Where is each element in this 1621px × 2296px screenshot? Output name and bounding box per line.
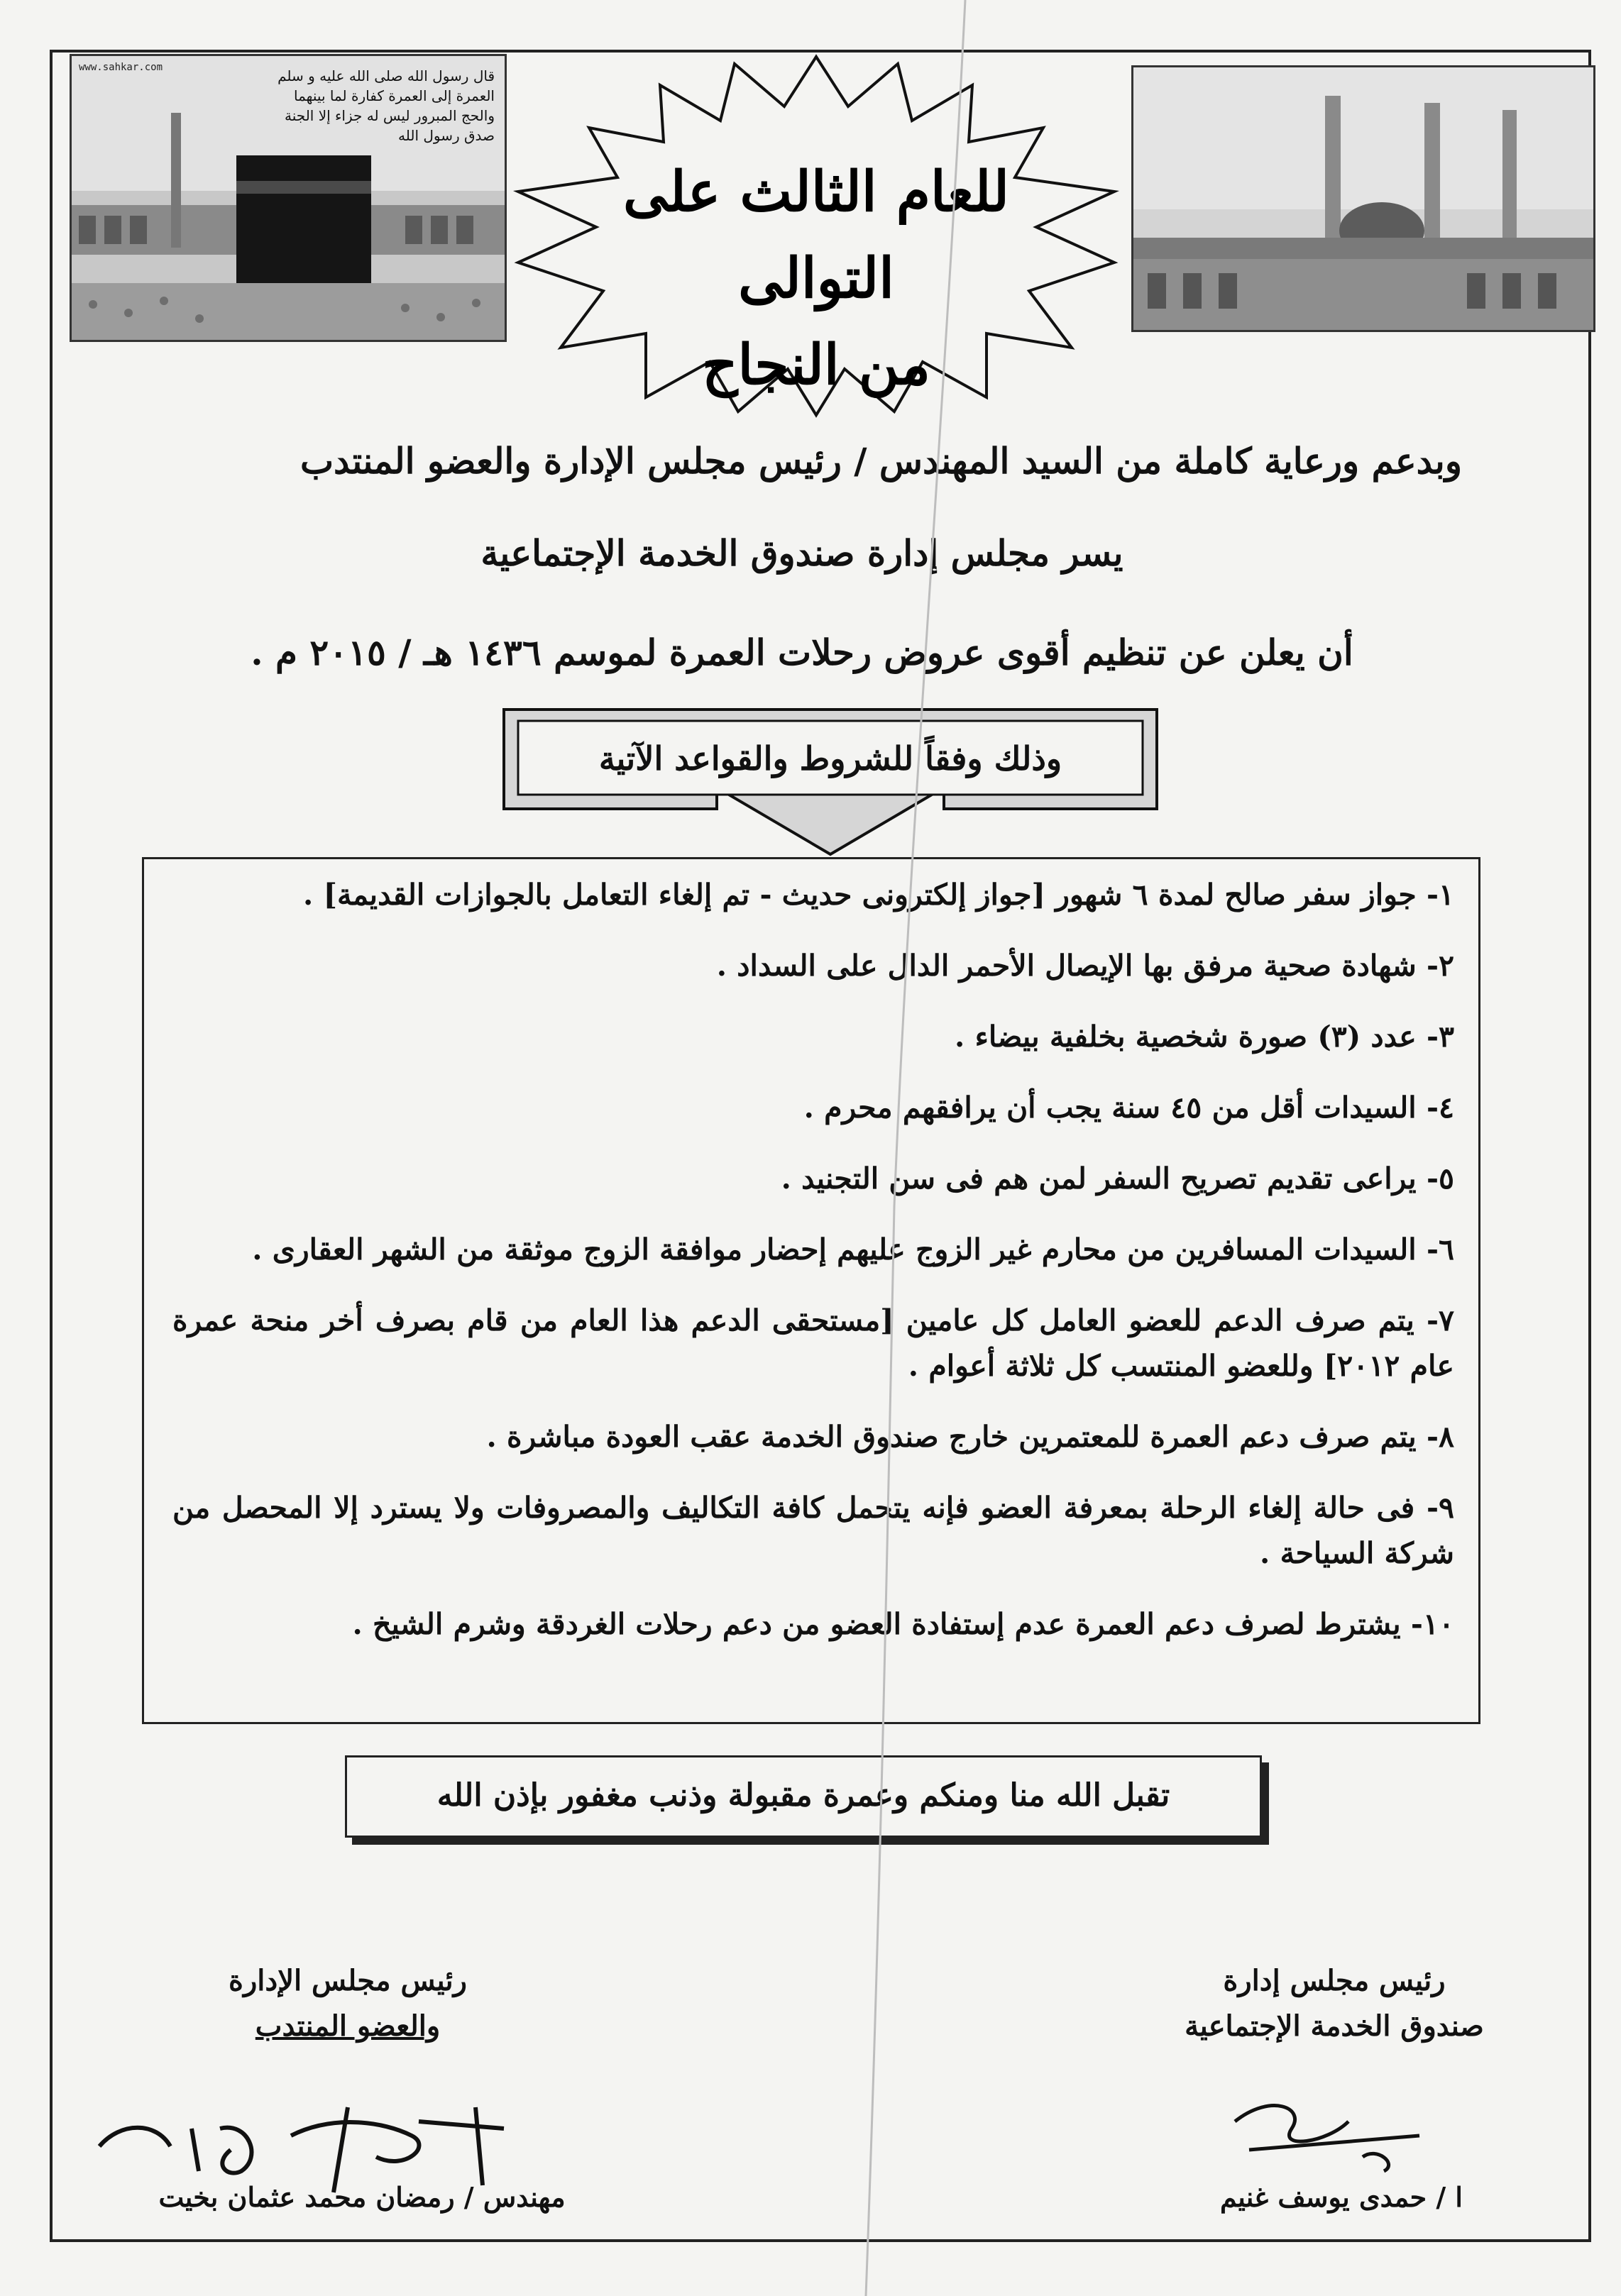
headline-starburst xyxy=(490,50,1143,419)
conditions-heading: وذلك وفقاً للشروط والقواعد الآتية xyxy=(598,739,1062,778)
condition-item: ٦- السيدات المسافرين من محارم غير الزوج عليهم إحضار موافقة الزوج موثقة من الشهر العقارى . xyxy=(252,1232,1454,1266)
condition-item: ٤- السيدات أقل من ٤٥ سنة يجب أن يرافقهم محرم . xyxy=(803,1091,1454,1125)
caption-line-3: والحج المبرور ليس له جزاء إلا الجنة xyxy=(285,107,495,124)
kaaba-photo xyxy=(70,54,507,342)
intro-sponsor-line: وبدعم ورعاية كاملة من السيد المهندس / رئيس مجلس الإدارة والعضو المنتدب xyxy=(300,440,1462,482)
condition-item: ١٠- يشترط لصرف دعم العمرة عدم إستفادة العضو من دعم رحلات الغردقة وشرم الشيخ . xyxy=(352,1607,1454,1641)
caption-line-2: العمرة إلى العمرة كفارة لما بينهما xyxy=(294,87,495,104)
condition-item: ٧- يتم صرف الدعم للعضو العامل كل عامين [مستحقى الدعم هذا العام من قام بصرف أخر منحة عمرة عام ٢٠١٢] وللعضو المنتسب كل ثلاثة أعوام . xyxy=(172,1303,1454,1383)
condition-item: ٥- يراعى تقديم تصريح السفر لمن هم فى سن التجنيد . xyxy=(781,1161,1454,1196)
intro-announcement-line: أن يعلن عن تنظيم أقوى عروض رحلات العمرة لموسم ١٤٣٦ هـ / ٢٠١٥ م . xyxy=(251,631,1353,673)
intro-board-line: يسر مجلس إدارة صندوق الخدمة الإجتماعية xyxy=(480,532,1123,574)
photo-url: www.sahkar.com xyxy=(79,62,163,73)
conditions-list xyxy=(142,857,1480,1724)
signature-block-fund xyxy=(1114,1958,1554,2049)
condition-item: ٢- شهادة صحية مرفق بها الإيصال الأحمر الدال على السداد . xyxy=(716,949,1454,983)
conditions-arrow xyxy=(490,702,1171,859)
chairman-title-2: والعضو المنتدب xyxy=(255,2009,441,2043)
condition-item: ٩- فى حالة إلغاء الرحلة بمعرفة العضو فإنه يتحمل كافة التكاليف والمصروفات ولا يسترد إلا المحصل من شركة السياحة . xyxy=(172,1491,1454,1570)
signature-block-chairman xyxy=(99,1958,596,2049)
headline-line-2: من النجاح xyxy=(702,333,930,397)
fund-title-2: صندوق الخدمة الإجتماعية xyxy=(1185,2009,1484,2043)
headline-text xyxy=(617,149,1015,409)
handwritten-signature-right xyxy=(1207,2079,1462,2178)
closing-prayer: تقبل الله منا ومنكم وعمرة مقبولة وذنب مغفور بإذن الله xyxy=(345,1755,1262,1838)
caption-line-4: صدق رسول الله xyxy=(398,127,495,144)
condition-item: ١- جواز سفر صالح لمدة ٦ شهور [جواز إلكترونى حديث - تم إلغاء التعامل بالجوازات القديمة] . xyxy=(303,878,1454,912)
headline-line-1: للعام الثالث على التوالى xyxy=(622,160,1010,311)
chairman-name: مهندس / رمضان محمد عثمان بخيت xyxy=(158,2181,566,2213)
fund-title-1: رئيس مجلس إدارة xyxy=(1223,1964,1446,1997)
caption-line-1: قال رسول الله صلى الله عليه و سلم xyxy=(278,67,495,84)
mosque-photo xyxy=(1131,65,1595,332)
condition-item: ٣- عدد (٣) صورة شخصية بخلفية بيضاء . xyxy=(955,1020,1454,1054)
hadith-caption xyxy=(182,66,495,145)
condition-item: ٨- يتم صرف دعم العمرة للمعتمرين خارج صندوق الخدمة عقب العودة مباشرة . xyxy=(486,1420,1454,1454)
chairman-title-1: رئيس مجلس الإدارة xyxy=(229,1964,467,1997)
fund-chair-name: ا / حمدى يوسف غنيم xyxy=(1220,2181,1463,2213)
